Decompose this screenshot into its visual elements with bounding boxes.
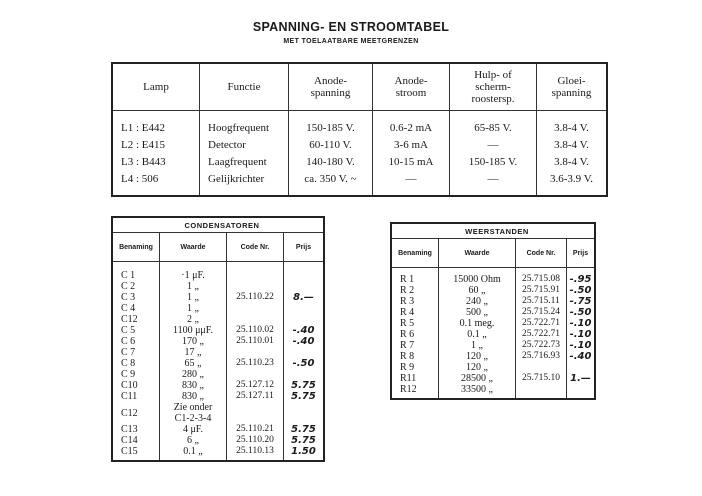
cell-code-nr: 25.110.20 xyxy=(227,435,284,446)
cell-code-nr: 25.722.73 xyxy=(516,340,567,351)
header-waarde: Waarde xyxy=(439,239,516,268)
cell-benaming: R 4 xyxy=(400,307,415,318)
cell-waarde: 170 „ xyxy=(160,336,227,347)
cell-code-nr xyxy=(516,362,567,373)
cell-benaming: C 5 xyxy=(121,325,136,336)
cell-waarde: 1 „ xyxy=(160,281,227,292)
cell-prijs: 1.50 xyxy=(284,446,325,461)
cell-gloeispanning: 3.8-4 V. xyxy=(537,136,608,153)
cell-benaming: C12 xyxy=(121,407,138,419)
cell-benaming: C 8 xyxy=(121,358,136,369)
cell-prijs xyxy=(284,281,325,292)
cell-code-nr: 25.110.02 xyxy=(227,325,284,336)
weerstanden-caption: WEERSTANDEN xyxy=(391,223,595,239)
cell-waarde: 280 „ xyxy=(160,369,227,380)
cell-benaming: C12 xyxy=(121,314,138,325)
table-row xyxy=(112,424,324,435)
cell-code-nr xyxy=(227,369,284,380)
spanning-stroom-table xyxy=(111,62,608,197)
page-title: SPANNING- EN STROOMTABEL xyxy=(252,20,450,34)
cell-anode-stroom: 3-6 mA xyxy=(373,136,450,153)
cell-waarde: 1 „ xyxy=(160,303,227,314)
cell-waarde: 120 „ xyxy=(439,362,516,373)
table-row xyxy=(391,307,595,318)
cell-waarde: Zie onder C1-2-3-4 xyxy=(160,402,227,424)
cell-prijs xyxy=(284,303,325,314)
cell-prijs xyxy=(567,362,596,373)
cell-code-nr: 25.110.23 xyxy=(227,358,284,369)
table-row xyxy=(112,358,324,369)
header-prijs: Prijs xyxy=(284,233,325,262)
page-subtitle: MET TOELAATBARE MEETGRENZEN xyxy=(283,38,419,45)
header-lamp: Lamp xyxy=(112,63,200,111)
cell-prijs: -.50 xyxy=(567,285,596,296)
cell-prijs: -.95 xyxy=(567,268,596,286)
cell-benaming: C 3 xyxy=(121,292,136,303)
cell-code-nr: 25.110.13 xyxy=(227,446,284,461)
table-caption-row xyxy=(391,223,595,239)
cell-waarde: 2 „ xyxy=(160,314,227,325)
table-row xyxy=(391,296,595,307)
header-code-nr: Code Nr. xyxy=(516,239,567,268)
cell-anode-stroom: — xyxy=(373,170,450,196)
cell-functie: Gelijkrichter xyxy=(200,170,289,196)
table-row xyxy=(391,340,595,351)
cell-code-nr: 25.127.12 xyxy=(227,380,284,391)
cell-benaming: R 9 xyxy=(400,362,415,373)
table-row xyxy=(112,281,324,292)
cell-benaming: C 1 xyxy=(121,270,136,281)
cell-waarde: 500 „ xyxy=(439,307,516,318)
cell-code-nr: 25.715.10 xyxy=(516,373,567,384)
header-functie: Functie xyxy=(200,63,289,111)
cell-waarde: 120 „ xyxy=(439,351,516,362)
cell-code-nr: 25.722.71 xyxy=(516,318,567,329)
condensatoren-table xyxy=(111,216,325,462)
cell-gloeispanning: 3.8-4 V. xyxy=(537,153,608,170)
table-row xyxy=(112,446,324,461)
cell-waarde: 1 „ xyxy=(160,292,227,303)
table-caption-row xyxy=(112,217,324,233)
table-row xyxy=(112,292,324,303)
header-waarde: Waarde xyxy=(160,233,227,262)
cell-prijs xyxy=(284,402,325,424)
cell-functie: Detector xyxy=(200,136,289,153)
cell-benaming: R12 xyxy=(400,384,417,395)
cell-anode-stroom: 10-15 mA xyxy=(373,153,450,170)
cell-prijs: 1.— xyxy=(567,373,596,384)
table-header-row xyxy=(112,233,324,262)
cell-gloeispanning: 3.8-4 V. xyxy=(537,111,608,137)
table-row xyxy=(112,136,607,153)
cell-lamp: L1 : E442 xyxy=(121,121,165,134)
cell-prijs: -.40 xyxy=(567,351,596,362)
cell-code-nr: 25.715.08 xyxy=(516,268,567,286)
weerstanden-rows xyxy=(391,268,595,400)
cell-code-nr xyxy=(227,314,284,325)
cell-anode-spanning: ca. 350 V. ~ xyxy=(289,170,373,196)
cell-hulp-spanning: 65-85 V. xyxy=(450,111,537,137)
cell-prijs: -.40 xyxy=(284,336,325,347)
cell-benaming: R 7 xyxy=(400,340,415,351)
cell-benaming: C 6 xyxy=(121,336,136,347)
cell-prijs xyxy=(284,314,325,325)
cell-benaming: C 7 xyxy=(121,347,136,358)
cell-benaming: R 2 xyxy=(400,285,415,296)
header-benaming: Benaming xyxy=(112,233,160,262)
cell-gloeispanning: 3.6-3.9 V. xyxy=(537,170,608,196)
table-row xyxy=(112,153,607,170)
header-gloeispanning: Gloei- spanning xyxy=(537,63,608,111)
cell-waarde: 1100 μμF. xyxy=(160,325,227,336)
cell-waarde: 60 „ xyxy=(439,285,516,296)
cell-waarde: 33500 „ xyxy=(439,384,516,399)
cell-functie: Laagfrequent xyxy=(200,153,289,170)
cell-code-nr xyxy=(227,402,284,424)
cell-code-nr: 25.716.93 xyxy=(516,351,567,362)
cell-code-nr xyxy=(227,347,284,358)
cell-lamp: L2 : E415 xyxy=(121,138,165,151)
cell-waarde: 240 „ xyxy=(439,296,516,307)
cell-waarde: 0.1 meg. xyxy=(439,318,516,329)
table-row xyxy=(391,329,595,340)
table-row xyxy=(112,391,324,402)
cell-benaming: R 1 xyxy=(400,274,415,285)
table-row xyxy=(391,373,595,384)
weerstanden-table xyxy=(390,222,596,400)
cell-waarde: 6 „ xyxy=(160,435,227,446)
table-row xyxy=(391,268,595,286)
header-prijs: Prijs xyxy=(567,239,596,268)
table-row xyxy=(112,314,324,325)
cell-prijs: -.40 xyxy=(284,325,325,336)
table-row xyxy=(112,435,324,446)
cell-hulp-spanning: 150-185 V. xyxy=(450,153,537,170)
header-anode-spanning: Anode- spanning xyxy=(289,63,373,111)
cell-waarde: 65 „ xyxy=(160,358,227,369)
cell-prijs: -.10 xyxy=(567,340,596,351)
cell-prijs: 5.75 xyxy=(284,391,325,402)
cell-benaming: R 8 xyxy=(400,351,415,362)
cell-hulp-spanning: — xyxy=(450,170,537,196)
cell-hulp-spanning: — xyxy=(450,136,537,153)
cell-benaming: R 5 xyxy=(400,318,415,329)
cell-code-nr: 25.715.11 xyxy=(516,296,567,307)
table-row xyxy=(112,170,607,196)
header-code-nr: Code Nr. xyxy=(227,233,284,262)
cell-code-nr: 25.110.22 xyxy=(227,292,284,303)
cell-benaming: C 9 xyxy=(121,369,136,380)
cell-prijs: -.50 xyxy=(567,307,596,318)
cell-waarde: 830 „ xyxy=(160,380,227,391)
cell-benaming: R 6 xyxy=(400,329,415,340)
cell-code-nr: 25.722.71 xyxy=(516,329,567,340)
cell-benaming: C13 xyxy=(121,424,138,435)
condensatoren-caption: CONDENSATOREN xyxy=(112,217,324,233)
table-row xyxy=(112,262,324,282)
table-header-row xyxy=(112,63,607,111)
cell-code-nr xyxy=(227,281,284,292)
cell-prijs: -.10 xyxy=(567,329,596,340)
cell-waarde: 28500 „ xyxy=(439,373,516,384)
cell-functie: Hoogfrequent xyxy=(200,111,289,137)
cell-benaming: C 2 xyxy=(121,281,136,292)
cell-waarde: 17 „ xyxy=(160,347,227,358)
cell-benaming: C15 xyxy=(121,446,138,457)
cell-code-nr: 25.110.01 xyxy=(227,336,284,347)
cell-prijs xyxy=(567,384,596,399)
cell-anode-spanning: 140-180 V. xyxy=(289,153,373,170)
cell-benaming: C 4 xyxy=(121,303,136,314)
cell-prijs: 5.75 xyxy=(284,435,325,446)
cell-anode-stroom: 0.6-2 mA xyxy=(373,111,450,137)
header-benaming: Benaming xyxy=(391,239,439,268)
cell-prijs: -.10 xyxy=(567,318,596,329)
cell-anode-spanning: 60-110 V. xyxy=(289,136,373,153)
cell-anode-spanning: 150-185 V. xyxy=(289,111,373,137)
table-header-row xyxy=(391,239,595,268)
cell-waarde: 15000 Ohm xyxy=(439,268,516,286)
table-row xyxy=(112,369,324,380)
cell-prijs: -.50 xyxy=(284,358,325,369)
cell-prijs: -.75 xyxy=(567,296,596,307)
cell-benaming: R11 xyxy=(400,373,417,384)
cell-code-nr: 25.715.24 xyxy=(516,307,567,318)
cell-prijs: 5.75 xyxy=(284,424,325,435)
cell-prijs xyxy=(284,347,325,358)
cell-benaming: C11 xyxy=(121,391,138,402)
cell-lamp: L4 : 506 xyxy=(121,172,159,185)
table-row xyxy=(112,402,324,424)
cell-prijs: 8.— xyxy=(284,292,325,303)
cell-lamp: L3 : B443 xyxy=(121,155,166,168)
header-anode-stroom: Anode- stroom xyxy=(373,63,450,111)
table-row xyxy=(391,384,595,399)
cell-prijs: 5.75 xyxy=(284,380,325,391)
table-row xyxy=(112,303,324,314)
cell-waarde: 830 „ xyxy=(160,391,227,402)
cell-waarde: 0.1 „ xyxy=(439,329,516,340)
cell-benaming: C10 xyxy=(121,380,138,391)
cell-prijs xyxy=(284,369,325,380)
table-row xyxy=(112,111,607,137)
table-row xyxy=(112,336,324,347)
cell-waarde: 4 μF. xyxy=(160,424,227,435)
table-row xyxy=(391,351,595,362)
condensatoren-rows xyxy=(112,262,324,462)
header-hulp-schermroosterspanning: Hulp- of scherm- roostersp. xyxy=(450,63,537,111)
cell-benaming: R 3 xyxy=(400,296,415,307)
table-row xyxy=(391,362,595,373)
table-row xyxy=(391,285,595,296)
cell-code-nr: 25.110.21 xyxy=(227,424,284,435)
table-row xyxy=(391,318,595,329)
table-row xyxy=(112,380,324,391)
cell-code-nr xyxy=(516,384,567,399)
cell-code-nr xyxy=(227,262,284,282)
cell-code-nr xyxy=(227,303,284,314)
cell-benaming: C14 xyxy=(121,435,138,446)
cell-waarde: 1 „ xyxy=(439,340,516,351)
cell-code-nr: 25.127.11 xyxy=(227,391,284,402)
table-row xyxy=(112,325,324,336)
cell-code-nr: 25.715.91 xyxy=(516,285,567,296)
cell-waarde: ·1 μF. xyxy=(160,262,227,282)
cell-waarde: 0.1 „ xyxy=(160,446,227,461)
cell-prijs xyxy=(284,262,325,282)
table-row xyxy=(112,347,324,358)
